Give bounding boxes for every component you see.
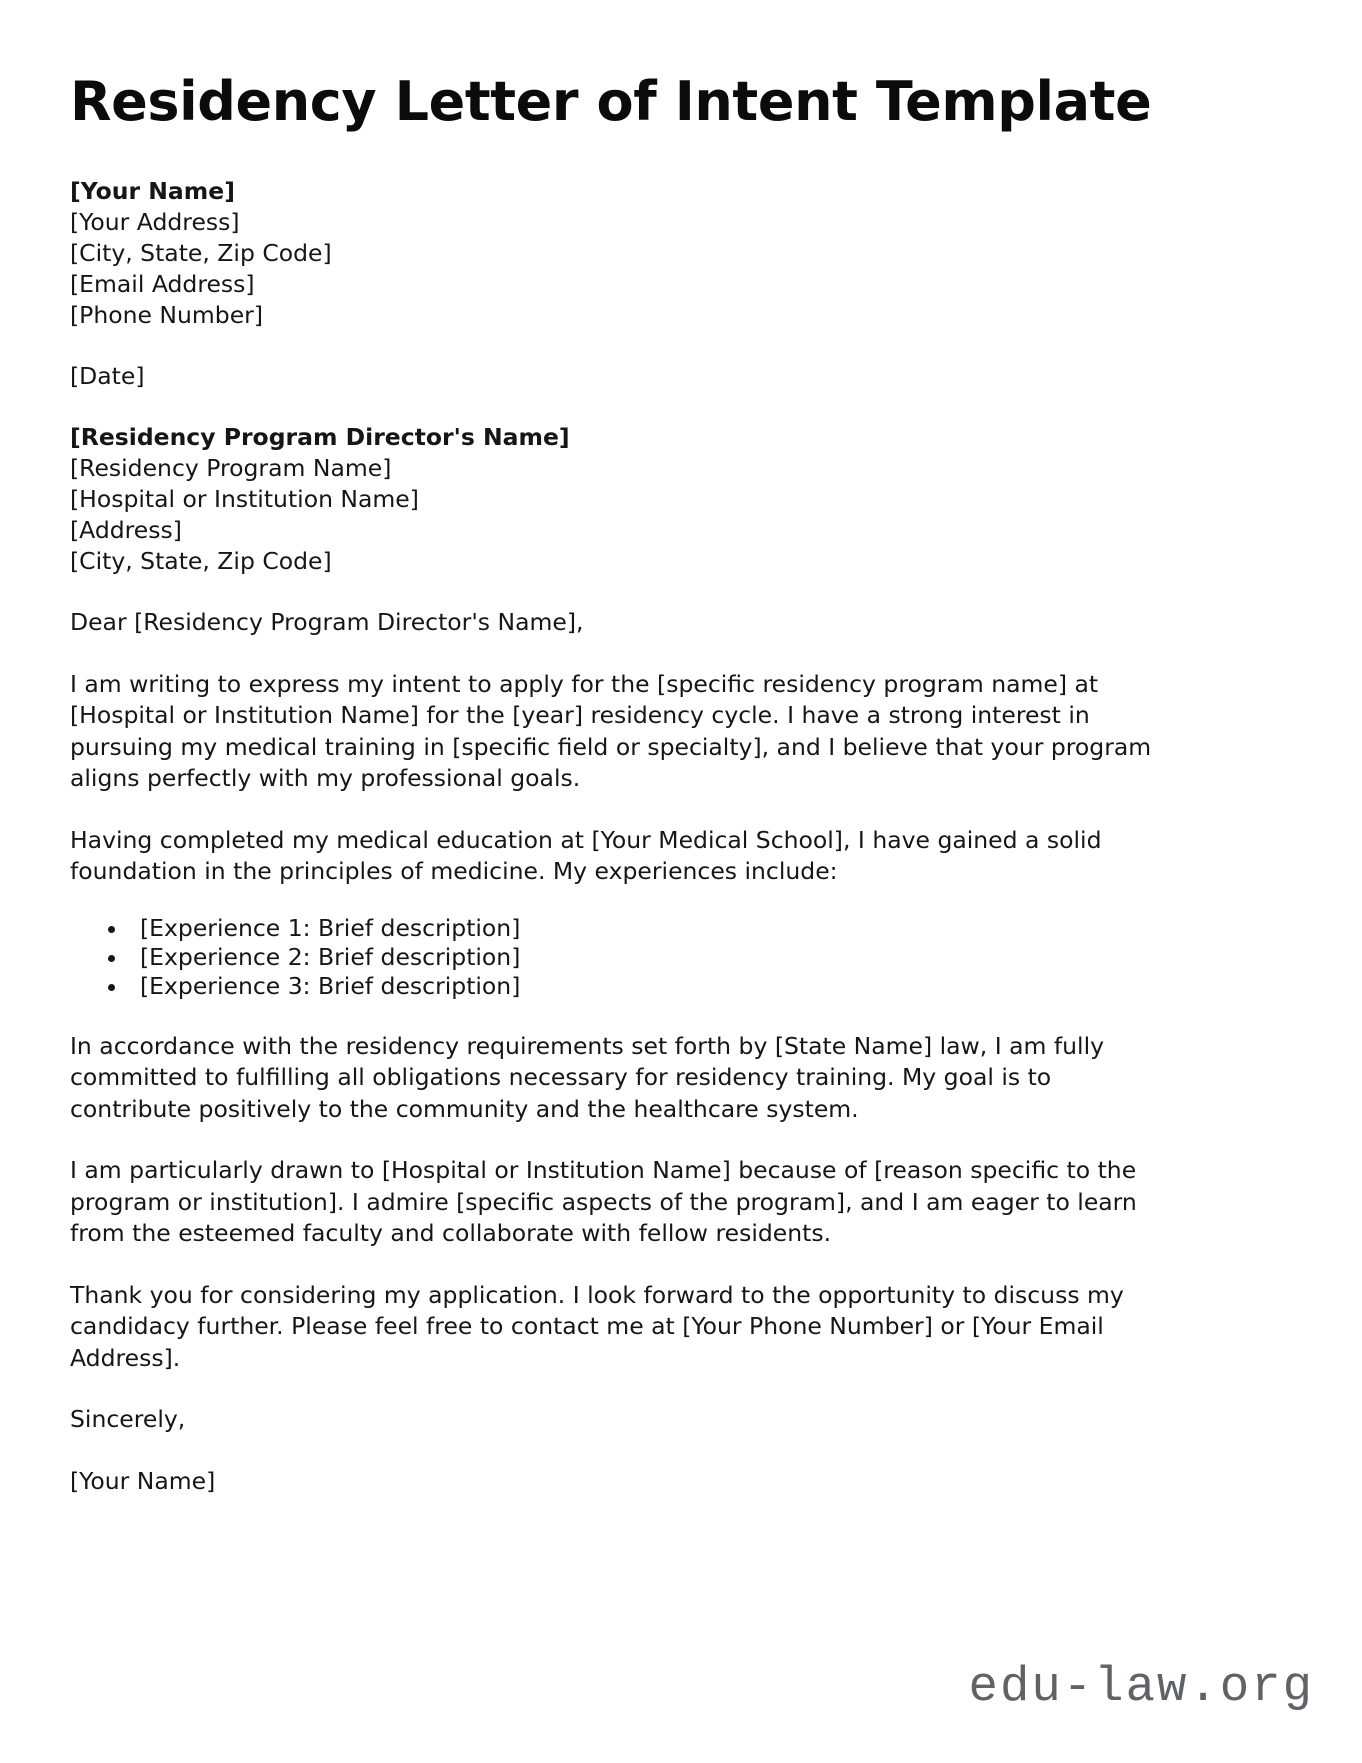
date-line: [Date] bbox=[70, 362, 145, 391]
paragraph-education: Having completed my medical education at [Your Medical School], I have gained a solid foundation in the principles of medicine. My experiences include: bbox=[70, 825, 1102, 886]
page-title: Residency Letter of Intent Template bbox=[70, 70, 1152, 133]
paragraph-thanks: Thank you for considering my application. I look forward to the opportunity to discuss my candidacy further. Please feel free to contact me at [Your Phone Number] or [Your Email Address]. bbox=[70, 1280, 1124, 1372]
sender-email-line: [Email Address] bbox=[70, 270, 255, 299]
sender-address-block bbox=[70, 176, 1205, 331]
paragraph-intent: I am writing to express my intent to apply for the [specific residency program name] at [Hospital or Institution Name] for the [year] residency cycle. I have a strong interest in pursuing my medical training in [specific field or specialty], and I believe that your program aligns perfectly with my professional goals. bbox=[70, 669, 1152, 793]
sender-phone-line: [Phone Number] bbox=[70, 301, 264, 330]
recipient-director-name-line: [Residency Program Director's Name] bbox=[70, 423, 570, 452]
letter-body bbox=[70, 72, 1205, 1527]
signature-name: [Your Name] bbox=[70, 1466, 216, 1495]
recipient-institution-line: [Hospital or Institution Name] bbox=[70, 485, 419, 514]
site-watermark: edu-law.org bbox=[968, 1659, 1314, 1715]
sender-name-line: [Your Name] bbox=[70, 177, 235, 206]
list-item: [Experience 1: Brief description] bbox=[70, 914, 1205, 943]
experience-list bbox=[70, 914, 1205, 1001]
recipient-city-state-zip-line: [City, State, Zip Code] bbox=[70, 547, 332, 576]
list-item: [Experience 3: Brief description] bbox=[70, 972, 1205, 1001]
closing-line: Sincerely, bbox=[70, 1405, 186, 1434]
date-block bbox=[70, 361, 1205, 392]
recipient-address-line: [Address] bbox=[70, 516, 182, 545]
list-item: [Experience 2: Brief description] bbox=[70, 943, 1205, 972]
paragraph-requirements: In accordance with the residency requirements set forth by [State Name] law, I am fully committed to fulfilling all obligations necessary for residency training. My goal is to contribute positively to the community and the healthcare system. bbox=[70, 1031, 1105, 1123]
sender-city-state-zip-line: [City, State, Zip Code] bbox=[70, 239, 332, 268]
recipient-program-name-line: [Residency Program Name] bbox=[70, 454, 392, 483]
recipient-address-block bbox=[70, 422, 1205, 577]
salutation: Dear [Residency Program Director's Name], bbox=[70, 608, 584, 637]
paragraph-motivation: I am particularly drawn to [Hospital or Institution Name] because of [reason specific to the program or institution]. I admire [specific aspects of the program], and I am eager to learn from the esteemed faculty and collaborate with fellow residents. bbox=[70, 1156, 1137, 1248]
sender-address-line: [Your Address] bbox=[70, 208, 240, 237]
